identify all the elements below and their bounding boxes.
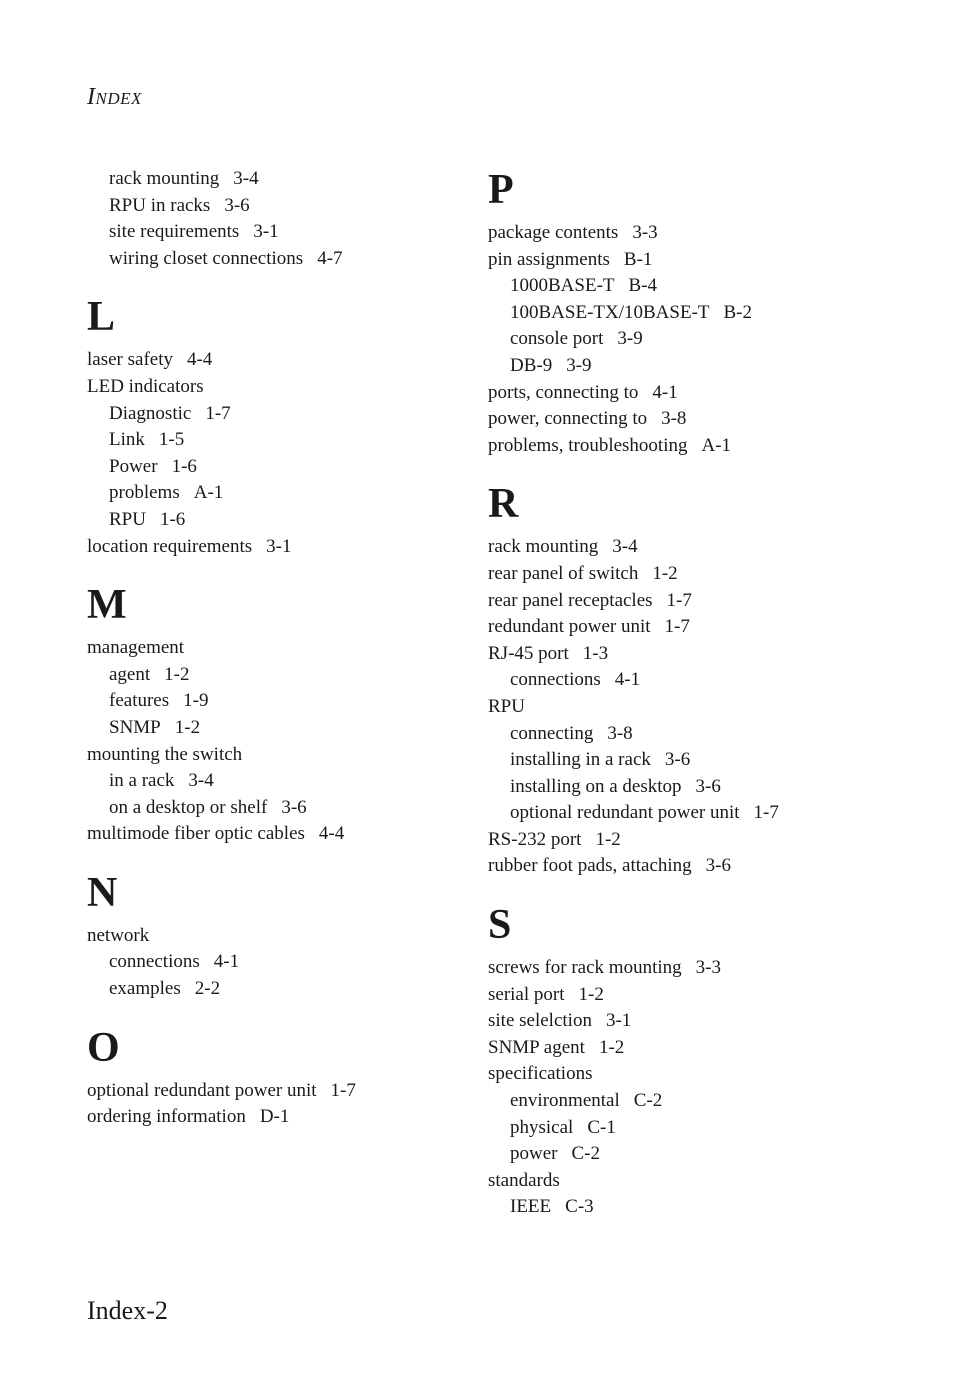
page-reference: 3-1 [253, 221, 279, 243]
index-term: management [87, 637, 185, 659]
index-column-right [488, 166, 888, 1221]
index-term: site selelction [488, 1010, 592, 1032]
index-subentry [488, 1115, 888, 1142]
index-term: site requirements [109, 221, 240, 243]
page-reference: 4-1 [614, 669, 641, 691]
index-entry [488, 955, 888, 982]
page-reference: 4-4 [186, 349, 213, 371]
index-subentry [488, 273, 888, 300]
page-reference: C-2 [633, 1090, 663, 1112]
index-subentry [87, 427, 487, 454]
index-term: connections [109, 951, 200, 973]
page-reference: 1-7 [330, 1079, 356, 1101]
page-reference: 3-6 [664, 749, 691, 771]
page-reference: 2-2 [194, 978, 221, 1000]
index-entry [87, 742, 487, 769]
index-term: LED indicators [87, 375, 204, 397]
index-entry [488, 1168, 888, 1195]
index-entry [87, 1104, 487, 1131]
index-entry [488, 433, 888, 460]
index-entry [87, 635, 487, 662]
index-subentry [87, 768, 487, 795]
page-reference: 3-3 [632, 222, 658, 243]
index-subentry [87, 219, 487, 246]
index-entry [488, 534, 888, 561]
index-term: agent [109, 663, 151, 685]
index-entry [488, 561, 888, 588]
index-subentry [87, 454, 487, 481]
page-reference: 1-7 [753, 802, 779, 824]
page-reference: 4-1 [213, 951, 240, 973]
page-reference: 3-1 [266, 535, 292, 557]
page-reference: C-1 [587, 1116, 616, 1138]
index-subentry [488, 326, 888, 353]
section-letter-r: R [488, 481, 519, 528]
page-reference: 3-9 [566, 354, 592, 376]
index-term: redundant power unit [488, 616, 651, 638]
index-term: SNMP agent [488, 1036, 585, 1058]
index-term: RS-232 port [488, 828, 582, 850]
page-reference: 3-4 [188, 770, 214, 792]
index-entry [488, 406, 888, 433]
running-head [87, 84, 142, 111]
index-subentry [488, 353, 888, 380]
index-term: rack mounting [488, 536, 599, 558]
index-subentry [87, 401, 487, 428]
page-reference: 4-1 [652, 381, 678, 403]
index-entry [488, 1008, 888, 1035]
index-term: Diagnostic [109, 402, 192, 424]
page-reference: 1-2 [164, 663, 190, 685]
index-subentry [87, 715, 487, 742]
index-term: network [87, 924, 150, 946]
index-entry [488, 641, 888, 668]
index-term: mounting the switch [87, 743, 243, 765]
index-term: serial port [488, 983, 565, 1005]
index-term: RJ-45 port [488, 642, 569, 664]
index-term: features [109, 690, 170, 712]
page-reference: B-4 [628, 275, 657, 297]
index-term: on a desktop or shelf [109, 796, 268, 818]
index-subentry [87, 507, 487, 534]
index-term: DB-9 [510, 354, 553, 376]
index-term: RPU [109, 508, 146, 530]
index-term: console port [510, 328, 604, 350]
index-term: physical [510, 1116, 574, 1138]
index-term: IEEE [510, 1196, 552, 1218]
index-term: specifications [488, 1063, 593, 1085]
index-subentry [488, 1141, 888, 1168]
page-reference: 3-6 [224, 194, 250, 216]
index-term: problems, troubleshooting [488, 434, 688, 456]
index-term: rubber foot pads, attaching [488, 855, 692, 877]
index-entry [488, 853, 888, 880]
index-entry [488, 588, 888, 615]
page-reference: 1-2 [652, 562, 678, 584]
index-term: Link [109, 429, 145, 451]
index-term: laser safety [87, 349, 173, 371]
index-column-left [87, 166, 487, 1131]
index-subentry [87, 688, 487, 715]
index-entry [488, 1035, 888, 1062]
index-subentry [488, 1088, 888, 1115]
section-letter-s: S [488, 902, 512, 949]
index-subentry [488, 721, 888, 748]
page-reference: C-2 [571, 1143, 600, 1165]
index-entry [488, 694, 888, 721]
page-reference: 1-2 [578, 983, 604, 1005]
page-reference: 3-6 [705, 855, 731, 877]
page-reference: 3-6 [695, 775, 721, 797]
index-term: SNMP [109, 716, 161, 738]
page-folio: Index-2 [87, 1296, 168, 1325]
page-reference: 1-7 [664, 616, 690, 638]
index-term: rack mounting [109, 168, 220, 189]
index-entry [488, 614, 888, 641]
page-reference: 3-6 [281, 796, 307, 818]
index-term: power [510, 1143, 558, 1165]
index-entry [488, 220, 888, 247]
index-term: package contents [488, 222, 619, 243]
page-reference: C-3 [565, 1196, 594, 1218]
index-subentry [87, 949, 487, 976]
index-term: multimode fiber optic cables [87, 823, 305, 845]
index-subentry [87, 976, 487, 1003]
index-term: location requirements [87, 535, 253, 557]
index-entry [87, 347, 487, 374]
index-entry [87, 923, 487, 950]
index-entry [87, 821, 487, 848]
page-reference: 1-9 [183, 690, 209, 712]
index-subentry [87, 166, 487, 193]
index-term: connections [510, 669, 601, 691]
page-reference: 1-6 [171, 455, 197, 477]
index-term: installing in a rack [510, 749, 651, 771]
running-head-rest: NDEX [95, 89, 142, 108]
index-term: wiring closet connections [109, 247, 304, 269]
index-term: optional redundant power unit [510, 802, 740, 824]
page-reference: 1-7 [666, 589, 692, 611]
index-term: connecting [510, 722, 594, 744]
index-subentry [488, 300, 888, 327]
page-reference: 3-4 [233, 168, 259, 189]
index-subentry [488, 747, 888, 774]
index-term: ordering information [87, 1106, 246, 1128]
page-reference: 1-5 [158, 429, 185, 451]
index-term: problems [109, 482, 180, 504]
index-subentry [488, 800, 888, 827]
section-letter-n: N [87, 869, 118, 916]
page-reference: 3-1 [605, 1010, 632, 1032]
index-term: 1000BASE-T [510, 275, 615, 297]
index-entry [488, 827, 888, 854]
index-subentry [87, 246, 487, 273]
index-term: in a rack [109, 770, 175, 792]
index-subentry [87, 193, 487, 220]
page-reference: 4-7 [317, 247, 343, 269]
index-term: screws for rack mounting [488, 957, 682, 979]
index-term: standards [488, 1169, 560, 1191]
page-reference: A-1 [193, 482, 224, 504]
index-term: RPU [488, 695, 525, 717]
index-entry [488, 982, 888, 1009]
page-reference: 3-4 [612, 536, 638, 558]
page-reference: 1-2 [595, 828, 621, 850]
page-reference: 4-4 [318, 823, 345, 845]
index-subentry [87, 480, 487, 507]
index-term: installing on a desktop [510, 775, 682, 797]
index-subentry [488, 1194, 888, 1221]
index-subentry [488, 667, 888, 694]
page-reference: 3-9 [617, 328, 643, 350]
index-term: examples [109, 978, 181, 1000]
page-reference: 1-2 [598, 1036, 625, 1058]
index-term: ports, connecting to [488, 381, 639, 403]
page-reference: B-2 [723, 301, 752, 323]
section-letter-p: P [488, 167, 514, 213]
section-letter-o: O [87, 1024, 120, 1071]
page-reference: 1-7 [205, 402, 231, 424]
index-subentry [87, 795, 487, 822]
index-entry [488, 380, 888, 407]
index-entry [87, 1078, 487, 1105]
index-term: RPU in racks [109, 194, 211, 216]
section-letter-l: L [87, 294, 116, 341]
page-reference: 3-8 [661, 408, 687, 430]
index-term: Power [109, 455, 158, 477]
section-letter-m: M [87, 582, 127, 629]
index-entry [87, 534, 487, 561]
index-entry [87, 374, 487, 401]
page-reference: 3-8 [607, 722, 633, 744]
page-reference: 1-2 [174, 716, 201, 738]
index-subentry [87, 662, 487, 689]
index-term: 100BASE-TX/10BASE-T [510, 301, 710, 323]
index-term: power, connecting to [488, 408, 648, 430]
page-reference: D-1 [259, 1106, 290, 1128]
running-head-initial: I [87, 84, 96, 110]
page-reference: A-1 [701, 434, 732, 456]
index-entry [488, 247, 888, 274]
page-reference: 1-3 [582, 642, 609, 664]
index-entry [488, 1061, 888, 1088]
index-term: pin assignments [488, 248, 610, 270]
index-term: rear panel receptacles [488, 589, 653, 611]
index-subentry [488, 774, 888, 801]
index-term: rear panel of switch [488, 562, 639, 584]
index-term: optional redundant power unit [87, 1079, 317, 1101]
page-reference: 3-3 [695, 957, 721, 979]
page-reference: B-1 [623, 248, 653, 270]
index-term: environmental [510, 1090, 620, 1112]
page-reference: 1-6 [159, 508, 186, 530]
